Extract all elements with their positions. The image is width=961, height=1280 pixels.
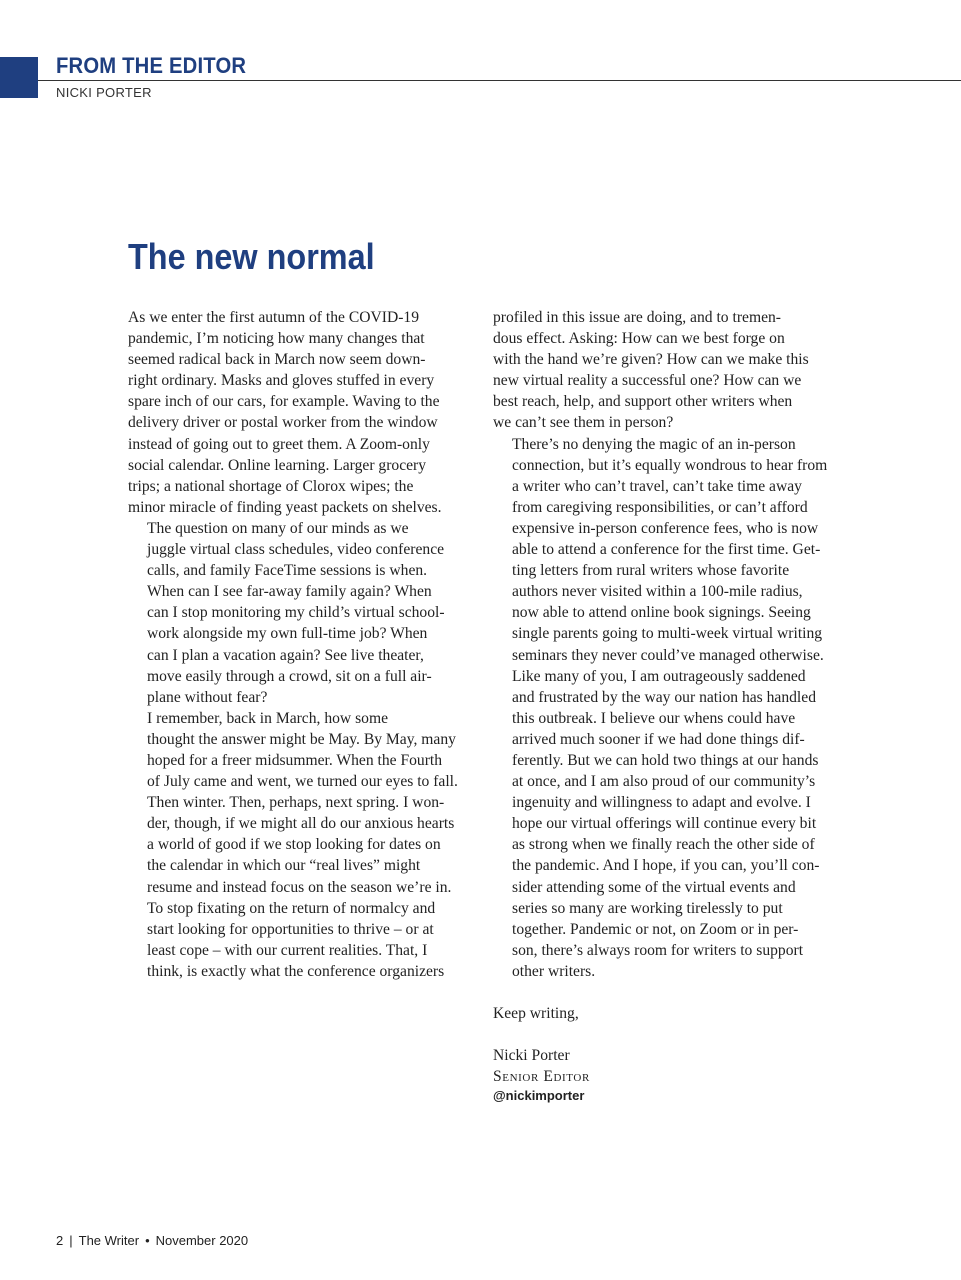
right-column	[493, 307, 843, 1105]
text-line: a world of good if we stop looking for dates on	[147, 836, 441, 854]
text-line: other writers.	[512, 962, 596, 980]
text-line: think, is exactly what the conference organizers	[147, 962, 445, 980]
text-line: as strong when we finally reach the other side of	[512, 836, 815, 854]
paragraph	[493, 434, 843, 666]
text-line: can I stop monitoring my child’s virtual school-	[147, 604, 445, 622]
text-line: of July came and went, we turned our eyes to fall.	[147, 773, 458, 791]
text-line: As we enter the first autumn of the COVID-19	[128, 309, 420, 326]
text-line: seminars they never could’ve managed otherwise.	[512, 646, 824, 664]
text-line: juggle virtual class schedules, video conference	[147, 541, 445, 559]
signoff-name: Nicki Porter	[493, 1047, 570, 1065]
text-line: single parents going to multi-week virtual writing	[512, 625, 823, 643]
text-line: calls, and family FaceTime sessions is when.	[147, 562, 428, 580]
left-column	[128, 307, 478, 982]
text-line: dous effect. Asking: How can we best forge on	[493, 330, 785, 348]
text-line: social calendar. Online learning. Larger grocery	[128, 456, 427, 474]
text-line: new virtual reality a successful one? How can we	[493, 372, 802, 390]
text-line: The question on many of our minds as we	[147, 519, 409, 537]
text-line: from caregiving responsibilities, or can’t afford	[512, 498, 808, 516]
text-line: we can’t see them in person?	[493, 414, 674, 432]
issue-date: November 2020	[155, 1233, 249, 1248]
text-line: and frustrated by the way our nation has handled	[512, 688, 816, 706]
text-line: trips; a national shortage of Clorox wipes; the	[128, 477, 414, 495]
paragraph	[128, 708, 478, 982]
text-line: instead of going out to greet them. A Zoom-only	[128, 435, 430, 453]
text-line: profiled in this issue are doing, and to tremen-	[493, 309, 781, 326]
text-line: To stop fixating on the return of normalcy and	[147, 899, 436, 917]
page-number: 2	[56, 1233, 64, 1248]
text-line: delivery driver or postal worker from the window	[128, 414, 438, 432]
paragraph	[128, 518, 478, 708]
section-author: NICKI PORTER	[56, 85, 152, 100]
text-line: the calendar in which our “real lives” might	[147, 857, 421, 875]
text-line: this outbreak. I believe our whens could have	[512, 709, 796, 727]
text-line: the pandemic. And I hope, if you can, you’ll con-	[512, 857, 820, 875]
section-heading: FROM THE EDITOR	[56, 53, 247, 78]
text-line: Then winter. Then, perhaps, next spring. I won-	[147, 794, 445, 812]
paragraph	[493, 307, 843, 434]
text-line: best reach, help, and support other writers when	[493, 393, 793, 411]
paragraph	[493, 666, 843, 982]
text-line: connection, but it’s equally wondrous to hear from	[512, 456, 828, 474]
twitter-handle-link[interactable]: @nickimporter	[493, 1088, 585, 1104]
text-line: expensive in-person conference fees, who is now	[512, 519, 819, 537]
text-line: can I plan a vacation again? See live theater,	[147, 646, 424, 664]
text-line: resume and instead focus on the season we’re in.	[147, 878, 452, 896]
publication-name: The Writer	[78, 1233, 140, 1248]
text-line: able to attend a conference for the first time. Get-	[512, 541, 821, 559]
text-line: at once, and I am also proud of our community’s	[512, 773, 816, 791]
section-color-block	[0, 57, 38, 98]
text-line: plane without fear?	[147, 688, 268, 706]
signoff-closing: Keep writing,	[493, 1005, 579, 1022]
text-line: together. Pandemic or not, on Zoom or in per-	[512, 920, 799, 938]
header-rule	[38, 80, 961, 81]
text-line: with the hand we’re given? How can we make this	[493, 351, 809, 369]
text-line: der, though, if we might all do our anxious hearts	[147, 815, 455, 833]
text-line: minor miracle of finding yeast packets on shelves.	[128, 498, 442, 516]
paragraph	[128, 307, 478, 518]
text-line: hope our virtual offerings will continue every bit	[512, 815, 817, 833]
text-line: right ordinary. Masks and gloves stuffed in every	[128, 372, 435, 390]
text-line: Like many of you, I am outrageously saddened	[512, 667, 806, 685]
signoff-role: Senior Editor	[493, 1068, 590, 1086]
text-line: least cope – with our current realities. That, I	[147, 941, 428, 959]
text-line: ingenuity and willingness to adapt and evolve. I	[512, 794, 811, 812]
text-line: seemed radical back in March now seem down-	[128, 351, 426, 369]
text-line: ferently. But we can hold two things at our hands	[512, 751, 819, 769]
page-footer: 2 | The Writer • November 2020	[56, 1233, 249, 1248]
text-line: now able to attend online book signings. Seeing	[512, 604, 811, 622]
text-line: authors never visited within a 100-mile radius,	[512, 583, 803, 601]
text-line: spare inch of our cars, for example. Waving to the	[128, 393, 440, 411]
text-line: son, there’s always room for writers to support	[512, 941, 804, 959]
text-line: move easily through a crowd, sit on a full air-	[147, 667, 432, 685]
text-line: arrived much sooner if we had done things dif-	[512, 730, 805, 748]
text-line: work alongside my own full-time job? When	[147, 625, 428, 643]
text-line: sider attending some of the virtual events and	[512, 878, 796, 896]
text-line: There’s no denying the magic of an in-person	[512, 435, 796, 453]
text-line: I remember, back in March, how some	[147, 709, 388, 727]
text-line: series so many are working tirelessly to put	[512, 899, 783, 917]
text-line: hoped for a freer midsummer. When the Fourth	[147, 751, 443, 769]
text-line: pandemic, I’m noticing how many changes that	[128, 330, 425, 348]
text-line: a writer who can’t travel, can’t take time away	[512, 477, 802, 495]
text-line: ting letters from rural writers whose favorite	[512, 562, 790, 580]
text-line: When can I see far-away family again? When	[147, 583, 432, 601]
text-line: start looking for opportunities to thrive – or at	[147, 920, 434, 938]
article-title: The new normal	[128, 236, 375, 277]
text-line: thought the answer might be May. By May, many	[147, 730, 456, 748]
